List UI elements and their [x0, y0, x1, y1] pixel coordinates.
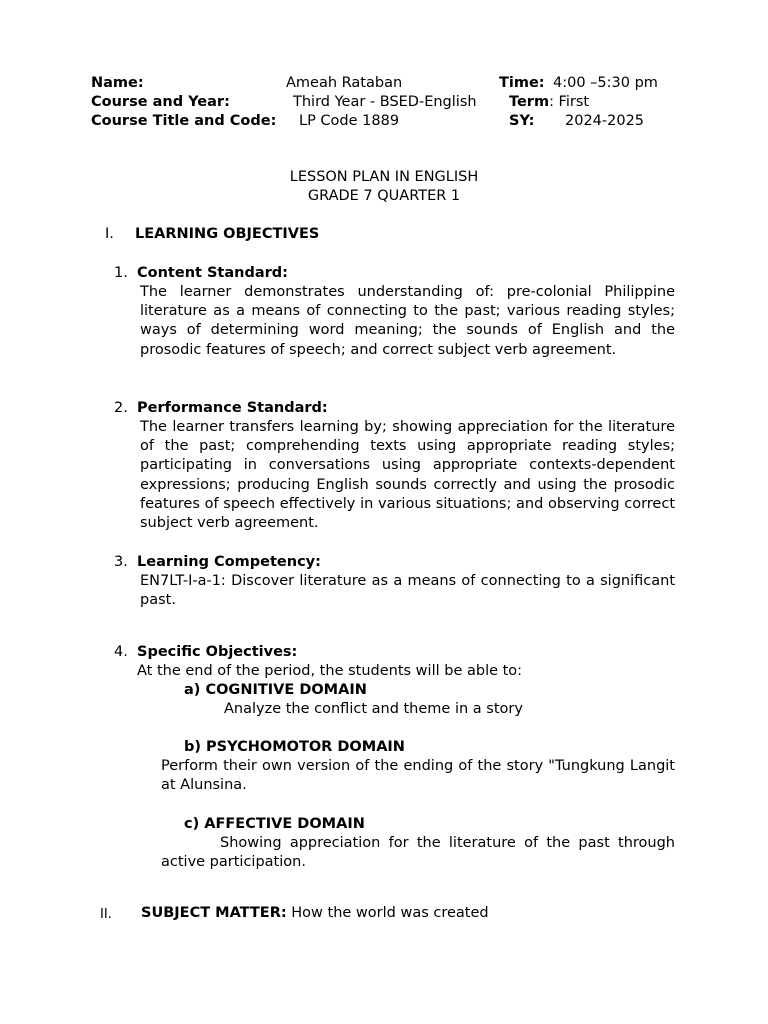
item-3-heading: Learning Competency: — [137, 554, 321, 570]
psychomotor-heading: b) PSYCHOMOTOR DOMAIN — [184, 739, 405, 755]
sy-value: 2024-2025 — [565, 113, 645, 129]
psychomotor-text: Perform their own version of the ending of the story "Tungkung Langit at Alunsina. — [161, 758, 675, 794]
sy-label: SY: — [509, 113, 535, 129]
title-line-1: LESSON PLAN IN ENGLISH — [289, 169, 479, 185]
section-2-text: How the world was created — [291, 905, 489, 921]
time-label: Time: — [499, 75, 545, 91]
section-1-numeral: I. — [105, 226, 114, 242]
cognitive-heading: a) COGNITIVE DOMAIN — [184, 682, 367, 698]
section-1-heading: LEARNING OBJECTIVES — [135, 226, 320, 242]
name-label: Name: — [91, 75, 144, 91]
affective-text: Showing appreciation for the literature of the past through active participation. — [161, 835, 675, 871]
time-value: 4:00 –5:30 pm — [553, 75, 658, 91]
item-3-number: 3. — [114, 554, 128, 570]
course-year-label: Course and Year: — [91, 94, 230, 110]
item-4-intro: At the end of the period, the students will be able to: — [137, 663, 523, 679]
item-3-text: EN7LT-I-a-1: Discover literature as a means of connecting to a significant past. — [140, 573, 675, 609]
item-2-heading: Performance Standard: — [137, 400, 328, 416]
item-4-number: 4. — [114, 644, 128, 660]
section-2-numeral: II. — [100, 907, 112, 922]
cognitive-text: Analyze the conflict and theme in a story — [224, 701, 523, 717]
title-line-2: GRADE 7 QUARTER 1 — [307, 188, 461, 204]
item-1-number: 1. — [114, 265, 128, 281]
name-value: Ameah Rataban — [286, 75, 403, 91]
item-1-text: The learner demonstrates understanding of: pre-colonial Philippine literature as a means of connecting to the past; various reading styles; ways of determining word meaning; the sounds of English and the prosodic features of speech; and correct subject verb agreement. — [140, 284, 675, 358]
course-title-label: Course Title and Code: — [91, 113, 277, 129]
term-field — [509, 93, 589, 112]
item-2-text: The learner transfers learning by; showing appreciation for the literature of the past; comprehending texts using appropriate reading styles; participating in conversations using appropriate contexts-dependent expressions; producing English sounds correctly and using the prosodic features of speech effectively in various situations; and observing correct subject verb agreement. — [140, 419, 675, 532]
term-value: : First — [549, 94, 590, 110]
item-1-heading: Content Standard: — [137, 265, 288, 281]
section-2-line — [141, 904, 489, 923]
affective-heading: c) AFFECTIVE DOMAIN — [184, 816, 365, 832]
item-2-number: 2. — [114, 400, 128, 416]
course-title-value: LP Code 1889 — [299, 113, 400, 129]
section-2-heading: SUBJECT MATTER: — [141, 905, 287, 921]
item-4-heading: Specific Objectives: — [137, 644, 298, 660]
term-label: Term — [509, 94, 550, 110]
course-year-value: Third Year - BSED-English — [293, 94, 477, 110]
